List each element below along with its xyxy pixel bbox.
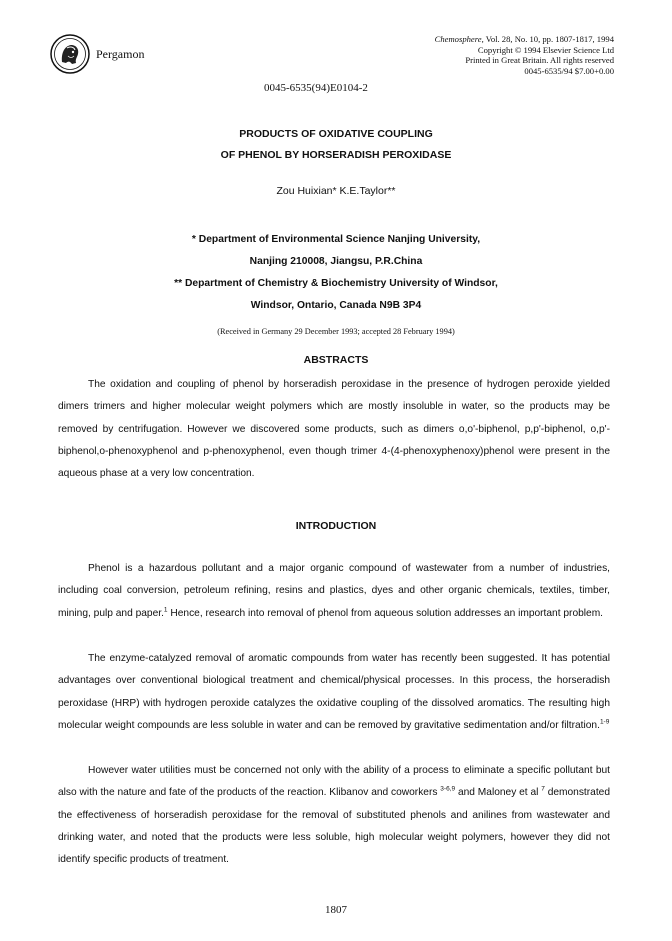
received-date: (Received in Germany 29 December 1993; accepted 28 February 1994) xyxy=(217,327,455,336)
paragraph-text: Phenol is a hazardous pollutant and a major organic compound of wastewater from a number of industries, including coal conversion, petroleum refining, resins and plastics, dyes and other organic chemicals, textiles, timber, mining, pulp and paper. xyxy=(58,563,610,619)
paragraph-text: and Maloney et al xyxy=(455,787,539,799)
journal-citation xyxy=(435,34,614,76)
paragraph-text: The enzyme-catalyzed removal of aromatic compounds from water has recently been suggested. It has potential advantages over conventional biological treatment and chemical/physical processes. In this process, the horseradish peroxidase (HRP) with hydrogen peroxide catalyzes the oxidative coupling of the dissolved aromatics. The resulting high molecular weight compounds are less soluble in water and can be removed by gravitative sedimentation and/or filtration. xyxy=(58,653,610,731)
intro-paragraph-1 xyxy=(58,558,610,625)
citation-ref: 3-6,9 xyxy=(440,785,456,793)
journal-name: Chemosphere xyxy=(434,34,482,44)
affiliation-line: * Department of Environmental Science Nanjing University, xyxy=(191,234,481,245)
journal-ref: , Vol. 28, No. 10, pp. 1807-1817, 1994 xyxy=(481,34,614,44)
paragraph-text: demonstrated the effectiveness of horseradish peroxidase for the removal of substituted phenols and anilines from wastewater and drinking water, and noted that the products were less soluble, high molecular weight polymers, however they did not identify specific products of treatment. xyxy=(58,787,610,866)
affiliation-line: Nanjing 210008, Jiangsu, P.R.China xyxy=(249,256,423,267)
affiliation-line: ** Department of Chemistry & Biochemistry University of Windsor, xyxy=(174,278,498,289)
abstract-body: The oxidation and coupling of phenol by horseradish peroxidase in the presence of hydrogen peroxide yielded dimers trimers and higher molecular weight polymers which are mostly insoluble in water, so the products may be removed by centrifugation. However we discovered some products, such as dimers o,o'-biphenol, p,p'-biphenol, o,p'-biphenol,o-phenoxyphenol and p-phenoxyphenol, even though trimer 4-(4-phenoxyphenoxy)phenol were present in the aqueous phase at a very low concentration. xyxy=(58,379,610,480)
citation-ref: 1-9 xyxy=(599,718,610,726)
abstract-text xyxy=(58,374,610,485)
title-line-1: PRODUCTS OF OXIDATIVE COUPLING xyxy=(239,128,433,140)
citation-ref: 7 xyxy=(541,785,545,793)
title-line-2: OF PHENOL BY HORSERADISH PEROXIDASE xyxy=(220,149,452,161)
citation-ref: 1 xyxy=(163,606,168,614)
affiliation-line: Windsor, Ontario, Canada N9B 3P4 xyxy=(250,300,422,311)
publisher-name: Pergamon xyxy=(96,47,145,61)
article-code: 0045-6535(94)E0104-2 xyxy=(264,82,368,94)
paragraph-text: Hence, research into removal of phenol from aqueous solution addresses an important problem. xyxy=(167,607,604,619)
page-number: 1807 xyxy=(325,904,347,916)
intro-paragraph-3 xyxy=(58,760,610,871)
pergamon-logo-icon xyxy=(50,34,90,74)
introduction-heading: INTRODUCTION xyxy=(295,520,377,532)
copyright-line: Copyright © 1994 Elsevier Science Ltd xyxy=(477,44,614,55)
issn-line: 0045-6535/94 $7.00+0.00 xyxy=(524,65,614,76)
abstract-heading: ABSTRACTS xyxy=(303,354,369,366)
printed-line: Printed in Great Britain. All rights reserved xyxy=(465,55,614,65)
intro-paragraph-2 xyxy=(58,648,610,737)
authors: Zou Huixian* K.E.Taylor** xyxy=(276,185,396,197)
paragraph-text: However water utilities must be concerned not only with the ability of a process to eliminate a specific pollutant but also with the nature and fate of the products of the reaction. Klibanov and coworkers xyxy=(58,765,610,799)
